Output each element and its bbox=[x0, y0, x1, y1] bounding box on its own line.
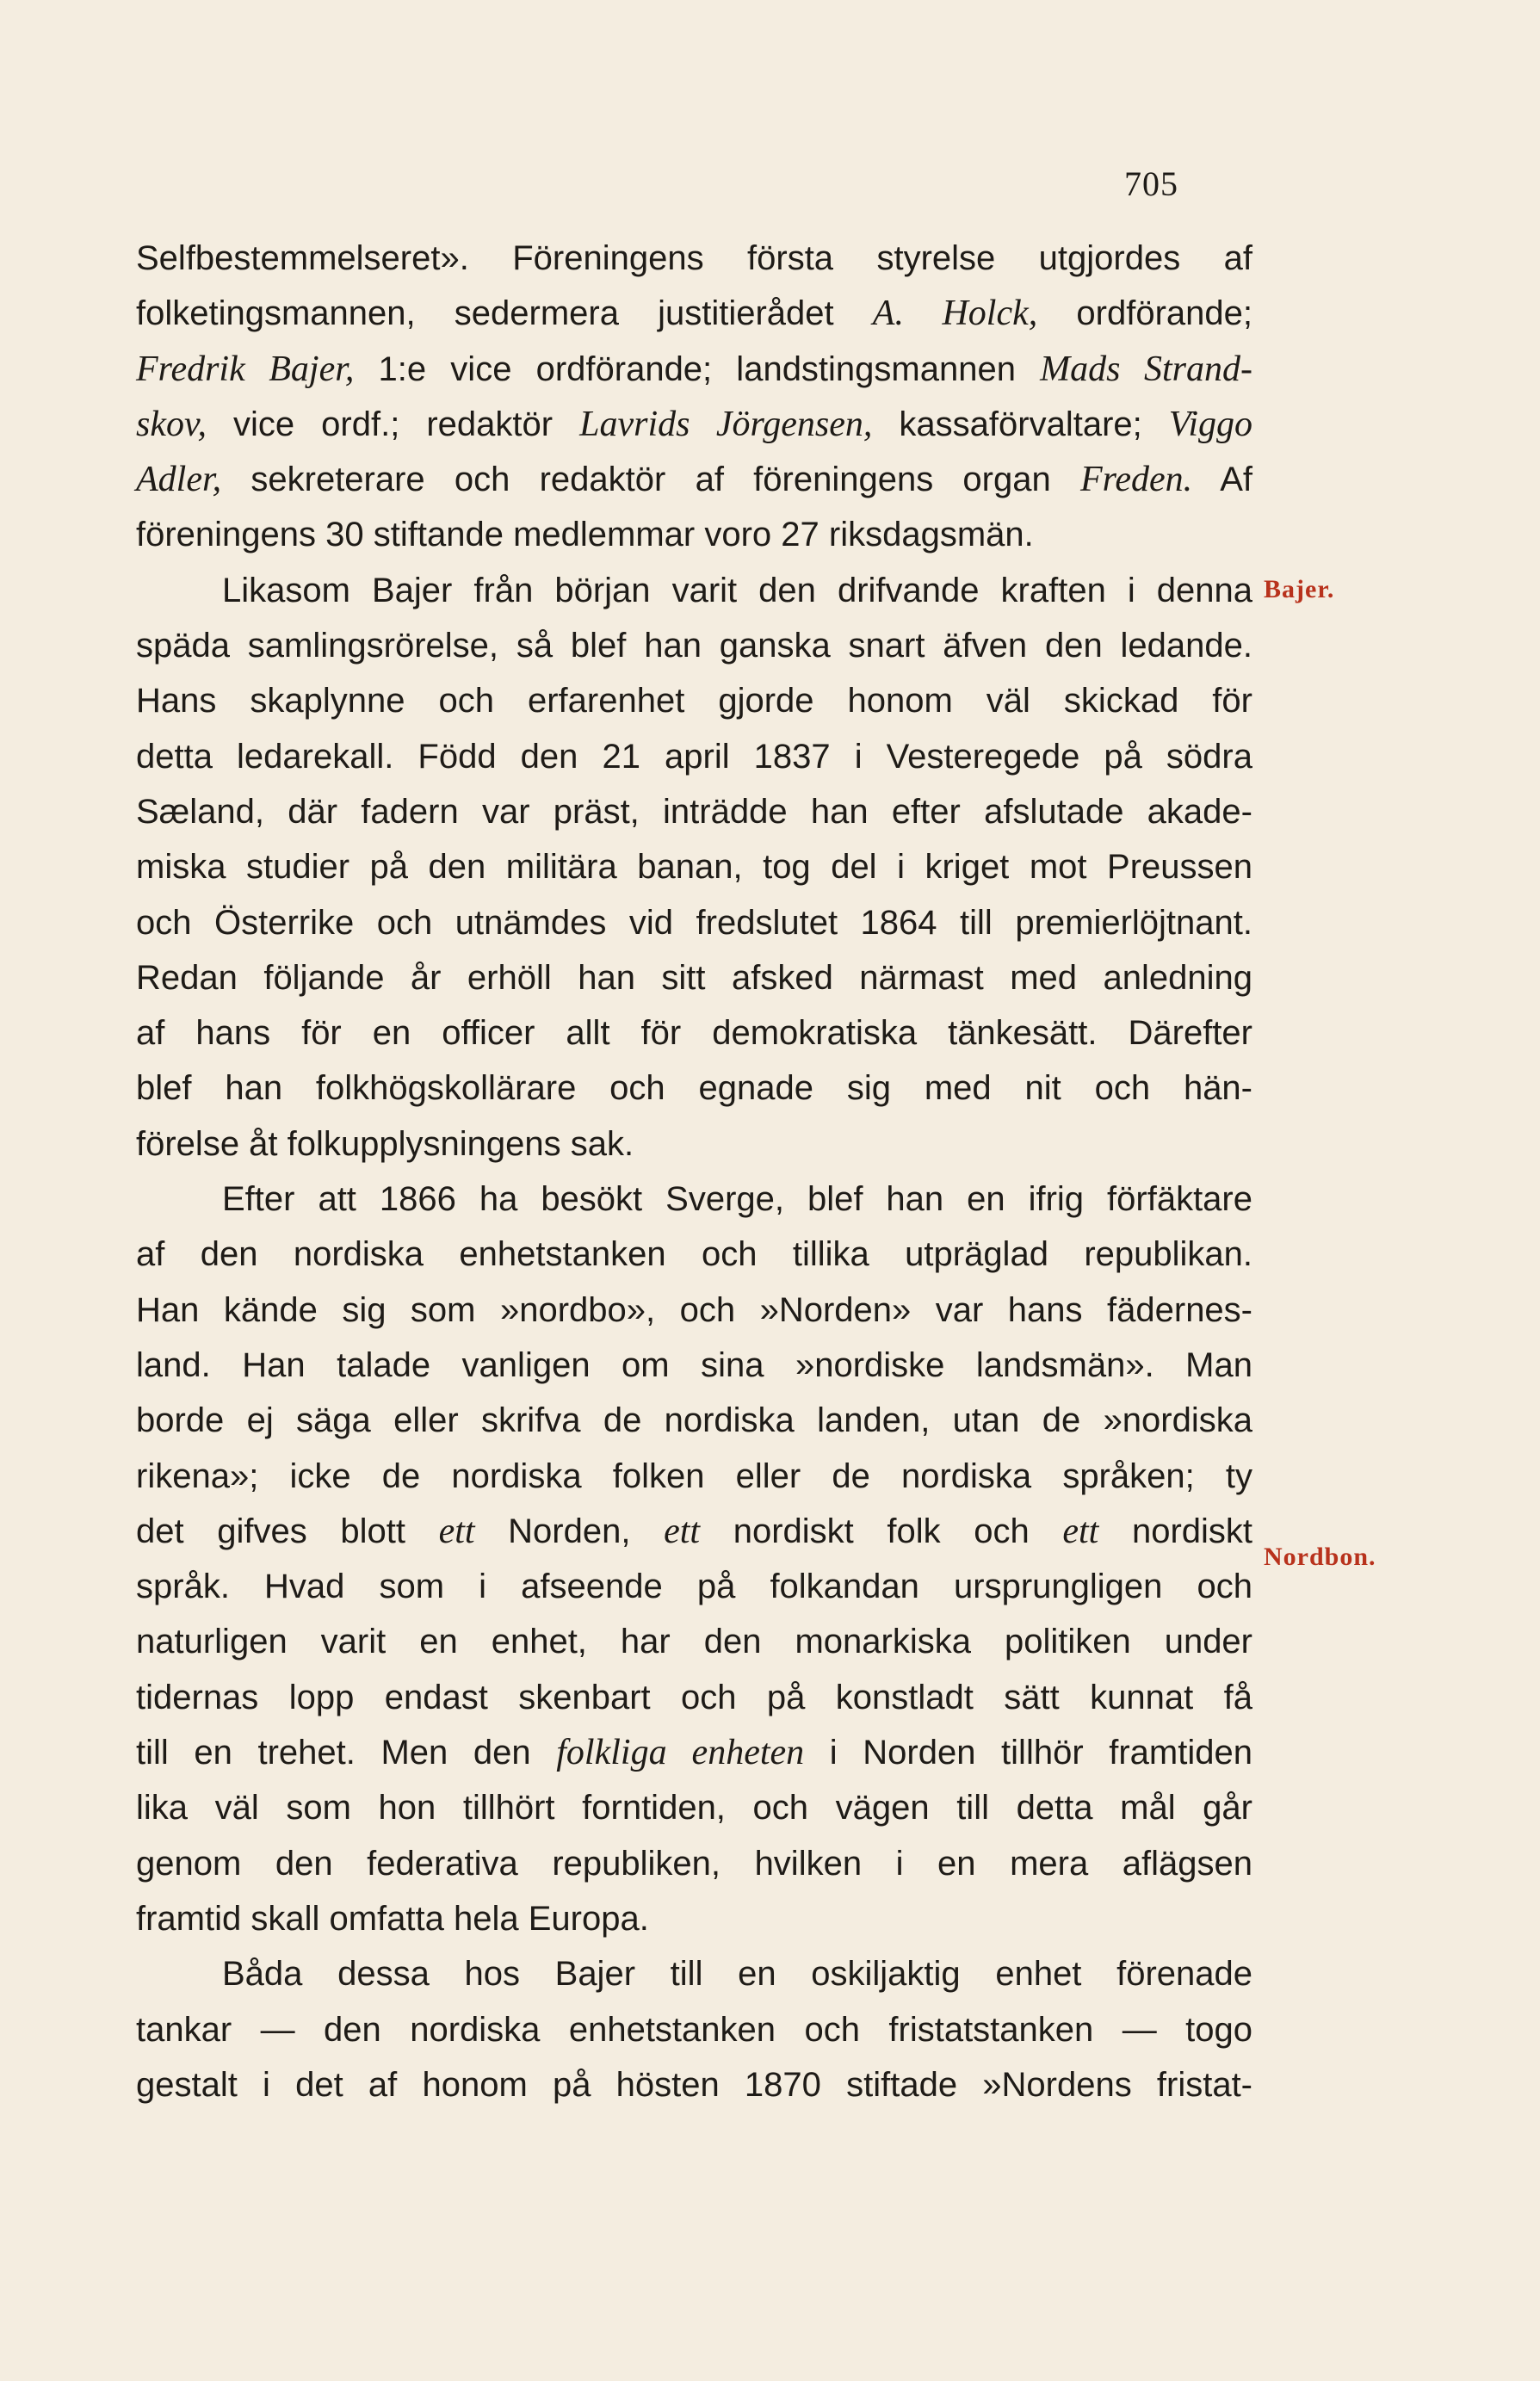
text-line: naturligen varit en enhet, har den monarkiska politiken under bbox=[136, 1623, 1252, 1661]
emphasis: folkliga enheten bbox=[556, 1733, 805, 1773]
text-line: land. Han talade vanligen om sina »nordiske landsmän». Man bbox=[136, 1345, 1252, 1384]
text-line: gestalt i det af honom på hösten 1870 stiftade »Nordens fristat- bbox=[136, 2065, 1252, 2104]
publication-title: Freden. bbox=[1079, 460, 1193, 500]
text-line: tankar — den nordiska enhetstanken och fristatstanken — togo bbox=[136, 2010, 1252, 2049]
text-line: Efter att 1866 ha besökt Sverge, blef han en ifrig förfäktare bbox=[222, 1180, 1252, 1219]
text-line: tidernas lopp endast skenbart och på konstladt sätt kunnat få bbox=[136, 1678, 1252, 1716]
text-line: af hans för en officer allt för demokratiska tänkesätt. Därefter bbox=[136, 1014, 1252, 1053]
text-line: framtid skall omfatta hela Europa. bbox=[136, 1899, 649, 1938]
text-line: folketingsmannen, sedermera justitierådet A. Holck, ordförande; bbox=[136, 294, 1252, 334]
text-line: rikena»; icke de nordiska folken eller de nordiska språken; ty bbox=[136, 1456, 1252, 1495]
text-line: och Österrike och utnämdes vid fredslutet 1864 till premierlöjtnant. bbox=[136, 903, 1252, 942]
page-number: 705 bbox=[1124, 164, 1178, 203]
margin-note-bajer: Bajer. bbox=[1264, 575, 1335, 603]
text-line: föreningens 30 stiftande medlemmar voro 27 riksdagsmän. bbox=[136, 516, 1034, 554]
text-line: Sæland, där fadern var präst, inträdde han efter afslutade akade- bbox=[136, 792, 1252, 831]
text-line: detta ledarekall. Född den 21 april 1837 i Vesteregede på södra bbox=[136, 737, 1252, 776]
text-line: skov, vice ordf.; redaktör Lavrids Jörgensen, kassaförvaltare; Viggo bbox=[136, 404, 1252, 444]
text-line: det gifves blott ett Norden, ett nordiskt folk och ett nordiskt bbox=[136, 1511, 1253, 1551]
text-line: förelse åt folkupplysningens sak. bbox=[136, 1124, 634, 1163]
margin-note-nordbon: Nordbon. bbox=[1264, 1543, 1376, 1571]
text-line: genom den federativa republiken, hvilken i en mera aflägsen bbox=[136, 1844, 1252, 1883]
person-name: Lavrids Jörgensen, bbox=[579, 404, 873, 444]
person-name: Mads Strand- bbox=[1040, 349, 1252, 389]
person-name: skov, bbox=[136, 404, 207, 444]
text-line: Hans skaplynne och erfarenhet gjorde honom väl skickad för bbox=[136, 682, 1252, 720]
text-line: till en trehet. Men den folkliga enheten i Norden tillhör framtiden bbox=[136, 1733, 1252, 1773]
text-line: späda samlingsrörelse, så blef han ganska snart äfven den ledande. bbox=[136, 627, 1252, 665]
text-line: Redan följande år erhöll han sitt afsked närmast med anledning bbox=[136, 958, 1252, 997]
text-line: miska studier på den militära banan, tog del i kriget mot Preussen bbox=[136, 848, 1252, 887]
text-line: lika väl som hon tillhört forntiden, och vägen till detta mål går bbox=[136, 1789, 1252, 1827]
person-name: A. Holck, bbox=[872, 294, 1038, 334]
person-name: Fredrik Bajer, bbox=[136, 349, 355, 389]
text-line: Likasom Bajer från början varit den drifvande kraften i denna bbox=[222, 571, 1252, 609]
text-line: borde ej säga eller skrifva de nordiska landen, utan de »nordiska bbox=[136, 1401, 1252, 1440]
text-line: blef han folkhögskollärare och egnade sig med nit och hän- bbox=[136, 1069, 1252, 1108]
text-line: Han kände sig som »nordbo», och »Norden» var hans fädernes- bbox=[136, 1290, 1252, 1329]
emphasis: ett bbox=[438, 1511, 475, 1551]
person-name: Adler, bbox=[136, 460, 222, 500]
text-line: Fredrik Bajer, 1:e vice ordförande; landstingsmannen Mads Strand- bbox=[136, 349, 1252, 389]
body-text bbox=[136, 231, 1252, 2112]
person-name: Viggo bbox=[1168, 404, 1252, 444]
text-line: Båda dessa hos Bajer till en oskiljaktig enhet förenade bbox=[222, 1955, 1252, 1994]
text-line: språk. Hvad som i afseende på folkandan ursprungligen och bbox=[136, 1568, 1252, 1606]
text-line: Selfbestemmelseret». Föreningens första styrelse utgjordes af bbox=[136, 239, 1252, 277]
emphasis: ett bbox=[664, 1511, 701, 1551]
emphasis: ett bbox=[1062, 1511, 1099, 1551]
text-line: af den nordiska enhetstanken och tillika utpräglad republikan. bbox=[136, 1235, 1252, 1274]
text-line: Adler, sekreterare och redaktör af föreningens organ Freden. Af bbox=[136, 460, 1252, 500]
